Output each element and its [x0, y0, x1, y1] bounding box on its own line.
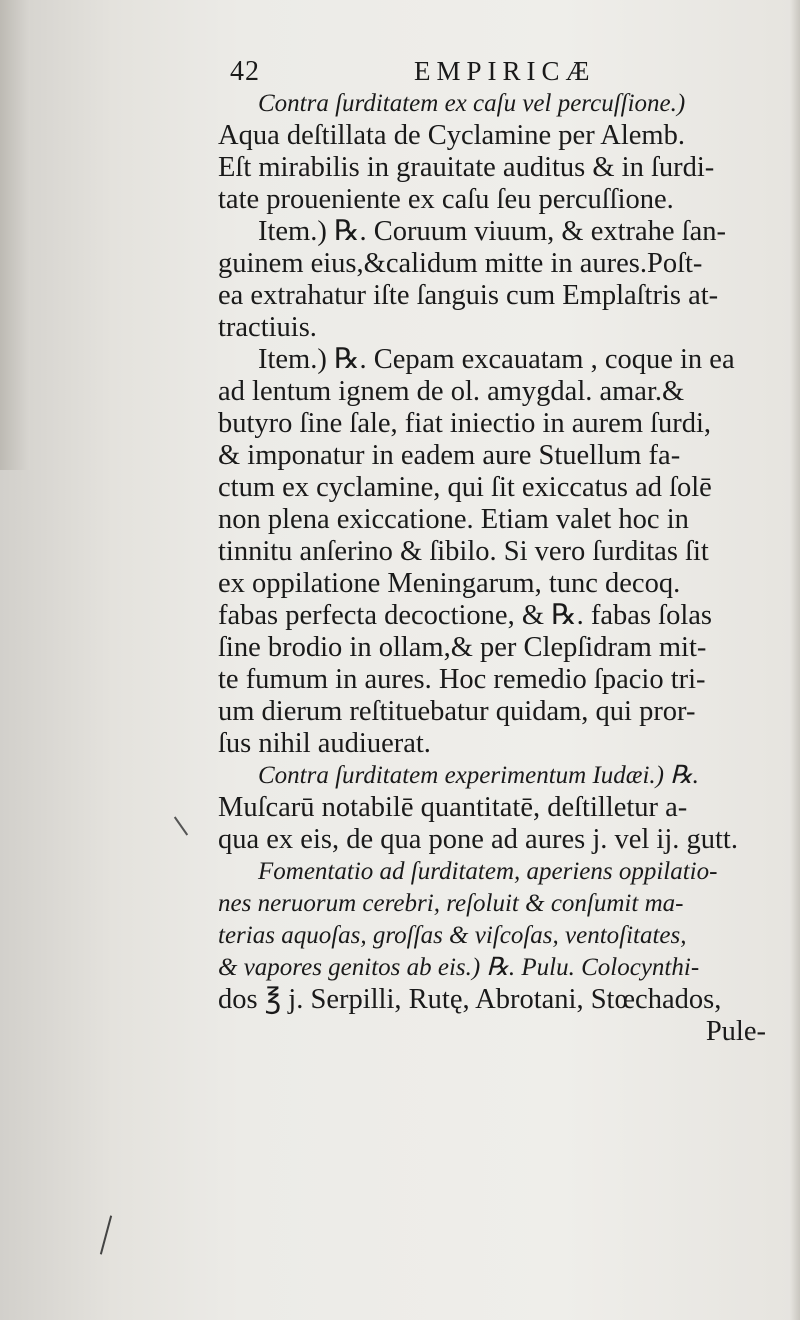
italic-line: & vapores genitos ab eis.) ℞. Pulu. Colocynthi-	[218, 954, 700, 981]
italic-line: nes neruorum cerebri, reſoluit & conſumit ma-	[218, 890, 684, 917]
text-line: tinnitu anſerino & ſibilo. Si vero ſurditas ſit	[218, 536, 709, 567]
catchword: Pule-	[705, 1016, 766, 1047]
text-line: guinem eius,&calidum mitte in aures.Poſt-	[218, 248, 703, 279]
section-heading: Fomentatio ad ſurditatem, aperiens oppilatio-	[258, 858, 718, 885]
ink-mark	[174, 816, 188, 835]
text-line: tractiuis.	[218, 312, 317, 343]
text-line: te fumum in aures. Hoc remedio ſpacio tri-	[218, 664, 706, 695]
text-line: Muſcarū notabilē quantitatē, deſtilletur a-	[218, 792, 688, 823]
text-line: fabas perfecta decoctione, & ℞. fabas ſolas	[218, 600, 712, 631]
italic-line: terias aquoſas, groſſas & viſcoſas, ventoſitates,	[218, 922, 687, 949]
text-block	[218, 50, 766, 1048]
text-line: qua ex eis, de qua pone ad aures j. vel ij. gutt.	[218, 824, 738, 855]
text-line: butyro ſine ſale, fiat iniectio in aurem ſurdi,	[218, 408, 712, 439]
text-line: ea extrahatur iſte ſanguis cum Emplaſtris at-	[218, 280, 719, 311]
text-line: Aqua deſtillata de Cyclamine per Alemb.	[218, 120, 685, 151]
text-line: non plena exiccatione. Etiam valet hoc in	[218, 504, 689, 535]
running-head: EMPIRICÆ	[414, 56, 596, 86]
section-heading: Contra ſurditatem experimentum Iudæi.) ℞.	[258, 762, 699, 789]
text-line: Eſt mirabilis in grauitate auditus & in ſurdi-	[218, 152, 715, 183]
page-number: 42	[230, 56, 260, 87]
text-line: & imponatur in eadem aure Stuellum fa-	[218, 440, 681, 471]
page-edge-shadow	[790, 0, 800, 1320]
ink-mark	[100, 1215, 112, 1254]
text-line: ex oppilatione Meningarum, tunc decoq.	[218, 568, 681, 599]
text-line: Item.) ℞. Coruum viuum, & extrahe ſan-	[258, 216, 726, 247]
text-line: Item.) ℞. Cepam excauatam , coque in ea	[258, 344, 735, 375]
text-line: tate proueniente ex caſu ſeu percuſſione.	[218, 184, 674, 215]
text-line: ad lentum ignem de ol. amygdal. amar.&	[218, 376, 685, 407]
text-line: ſine brodio in ollam,& per Clepſidram mit-	[218, 632, 707, 663]
text-line: ctum ex cyclamine, qui ſit exiccatus ad ſolē	[218, 472, 712, 503]
text-line: ſus nihil audiuerat.	[218, 728, 431, 759]
text-line: um dierum reſtituebatur quidam, qui pror-	[218, 696, 696, 727]
facing-page-bleed	[0, 0, 30, 470]
section-heading: Contra ſurditatem ex caſu vel percuſſione.)	[258, 90, 686, 117]
page-header	[218, 50, 766, 88]
text-line: dos ℥ j. Serpilli, Rutę, Abrotani, Stœchados,	[218, 984, 722, 1015]
